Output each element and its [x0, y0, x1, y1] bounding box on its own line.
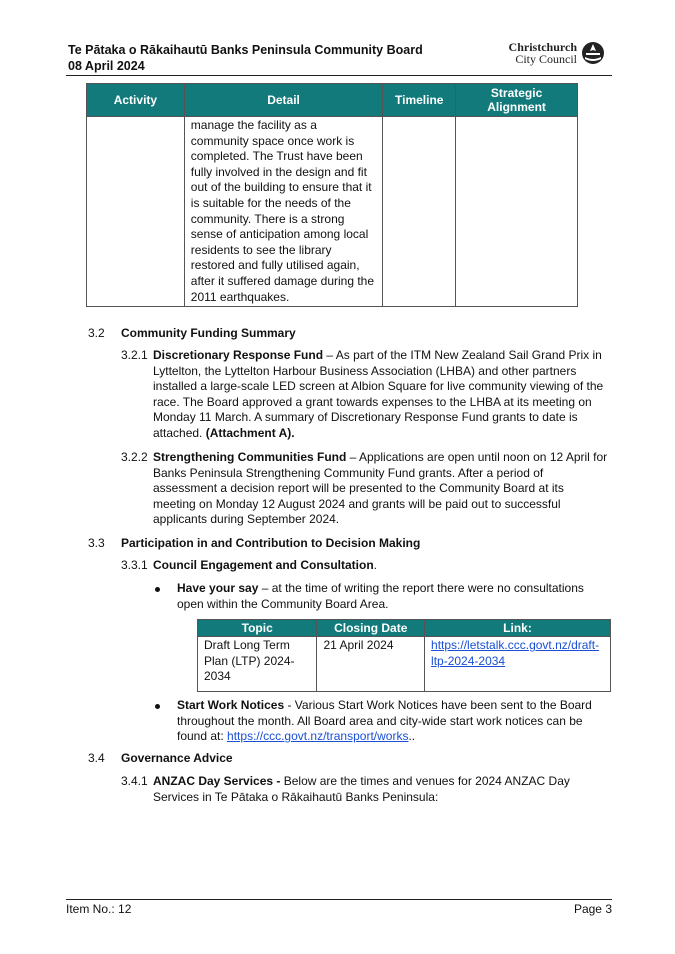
activity-cell: [87, 117, 185, 307]
item-text: – As part of the ITM New Zealand Sail Grand Prix in Lyttelton, the Lyttelton Harbour Business Association (LHBA) and other partners installed a large-scale LED screen at Albion Square for live community viewing of the race. The Board approved a grant towards expenses to the LHBA at its meeting on Monday 11 March. A summary of Discretionary Response Fund grants to date is attached.: [153, 348, 604, 440]
activity-table: [86, 83, 578, 307]
item-number: 3.4.1: [121, 774, 148, 788]
section-title: Community Funding Summary: [121, 326, 296, 340]
council-logo: [497, 41, 607, 69]
logo-line-2: City Council: [515, 52, 577, 66]
bullet-text: – at the time of writing the report there were no consultations open within the Community Board Area.: [177, 581, 584, 611]
bullet-paragraph: [177, 698, 609, 745]
bullet-paragraph: [177, 581, 609, 612]
start-work-notices-link[interactable]: https://ccc.govt.nz/transport/works: [227, 729, 409, 744]
col-link: Link:: [425, 620, 611, 637]
item-lead: Strengthening Communities Fund: [153, 450, 347, 464]
closing-date-cell: 21 April 2024: [317, 637, 425, 692]
bullet-text: - Various Start Work Notices have been sent to the Board throughout the month. All Board area and city-wide start work notices can be found at:: [177, 698, 592, 744]
cathedral-logo-icon: [581, 41, 605, 65]
link-cell: [425, 637, 611, 692]
board-name: Te Pātaka o Rākaihautū Banks Peninsula Community Board: [68, 43, 423, 57]
detail-cell: manage the facility as a community space once work is completed. The Trust have been fully involved in the design and fit out of the building to ensure that it is suitable for the needs of the community. There is a strong sense of anticipation among local residents to see the library restored and fully utilised again, after it suffered damage during the 2011 earthquakes.: [184, 117, 382, 307]
section-title: Governance Advice: [121, 751, 233, 765]
item-number: 3.3.1: [121, 558, 148, 572]
item-title-end: .: [373, 558, 378, 572]
col-closing-date: Closing Date: [317, 620, 425, 637]
footer-page-number: Page 3: [573, 902, 612, 916]
item-paragraph: [153, 774, 609, 805]
col-activity: Activity: [87, 84, 185, 117]
section-number: 3.3: [88, 536, 105, 550]
header-rule: [66, 75, 612, 76]
topic-cell: Draft Long Term Plan (LTP) 2024-2034: [198, 637, 317, 692]
item-title: Council Engagement and Consultation: [153, 558, 374, 572]
section-title: Participation in and Contribution to Decision Making: [121, 536, 421, 550]
item-lead: Discretionary Response Fund: [153, 348, 324, 362]
section-number: 3.4: [88, 751, 105, 765]
attachment-ref: (Attachment A).: [205, 425, 295, 440]
item-paragraph: [153, 450, 609, 528]
logo-line-1: Christchurch: [508, 40, 577, 54]
col-strategic-alignment: Strategic Alignment: [456, 84, 578, 117]
footer-rule: [66, 899, 612, 900]
item-number: 3.2.2: [121, 450, 148, 464]
bullet-lead: Have your say: [177, 581, 259, 595]
timeline-cell: [383, 117, 456, 307]
col-detail: Detail: [184, 84, 382, 117]
item-paragraph: [153, 348, 609, 442]
table-row: [198, 637, 611, 692]
item-lead: ANZAC Day Services -: [153, 774, 284, 788]
bullet-icon: [155, 704, 160, 709]
bullet-tail: ..: [408, 729, 416, 744]
meeting-date: 08 April 2024: [68, 59, 145, 73]
item-text: Below are the times and venues for 2024 ANZAC Day Services in Te Pātaka o Rākaihautū Banks Peninsula:: [153, 774, 570, 804]
col-timeline: Timeline: [383, 84, 456, 117]
item-heading: [153, 558, 377, 574]
bullet-icon: [155, 587, 160, 592]
table-row: [87, 117, 578, 307]
alignment-cell: [456, 117, 578, 307]
document-header: [68, 42, 423, 74]
item-number: 3.2.1: [121, 348, 148, 362]
item-text: – Applications are open until noon on 12 April for Banks Peninsula Strengthening Community Fund grants. After a period of assessment a decision report will be presented to the Community Board at its meeting on Monday 12 August 2024 and grants will be paid out to successful applicants during September 2024.: [153, 450, 608, 527]
section-number: 3.2: [88, 326, 105, 340]
consultation-table: [197, 619, 611, 692]
consultation-link[interactable]: https://letstalk.ccc.govt.nz/draft-ltp-2024-2034: [431, 638, 600, 668]
bullet-lead: Start Work Notices: [177, 698, 285, 712]
footer-item-number: Item No.: 12: [66, 902, 132, 916]
col-topic: Topic: [198, 620, 317, 637]
